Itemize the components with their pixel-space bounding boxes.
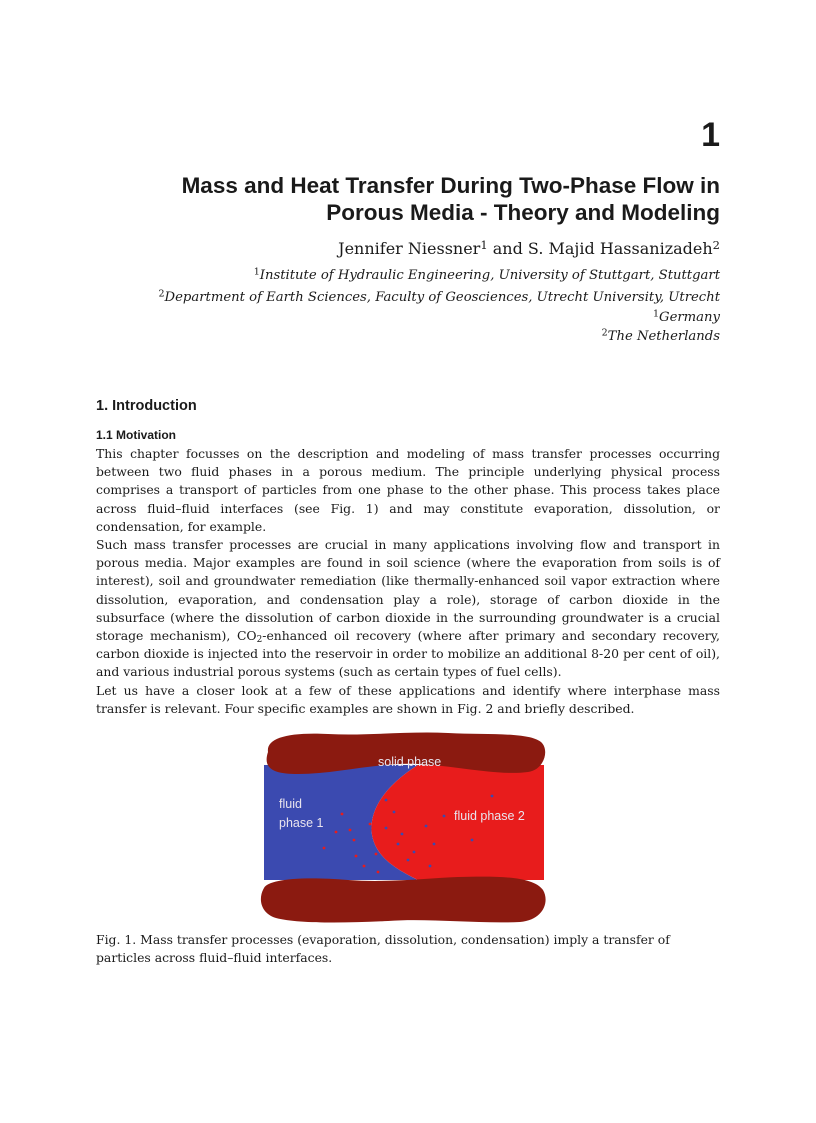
subsection-heading: 1.1 Motivation (96, 428, 177, 442)
co2-subscript: 2 (256, 635, 263, 646)
author-list (96, 239, 720, 259)
affiliation-2-text: Department of Earth Sciences, Faculty of Geosciences, Utrecht University, Utrecht (164, 290, 720, 305)
chapter-title-line-1: Mass and Heat Transfer During Two-Phase Flow in (181, 173, 720, 198)
body-text (96, 445, 720, 718)
country-1 (60, 308, 720, 327)
label-solid-phase: solid phase (378, 755, 442, 769)
affiliation-2 (60, 288, 720, 307)
author-1-affiliation-mark: 1 (480, 237, 488, 252)
chapter-number: 1 (701, 116, 720, 154)
country-2-text: The Netherlands (607, 329, 720, 344)
affiliation-2-mark: 2 (158, 288, 165, 300)
country-2 (60, 327, 720, 346)
figure-1-diagram (258, 730, 550, 924)
label-fluid-phase-2: fluid phase 2 (454, 809, 525, 823)
affiliation-1 (60, 266, 720, 285)
paragraph-2 (96, 536, 720, 682)
author-2-affiliation-mark: 2 (712, 237, 720, 252)
section-heading: 1. Introduction (96, 398, 197, 414)
solid-phase-bottom (261, 877, 546, 923)
figure-caption: Fig. 1. Mass transfer processes (evaporation, dissolution, condensation) imply a transfer of particles across fluid–fluid interfaces. (96, 932, 670, 966)
paragraph-2-part-2: -enhanced oil recovery (where after primary and secondary recovery, carbon dioxide is injected into the reservoir in order to mobilize an additional 8-20 per cent of oil), and various industrial porous systems (such as certain types of fuel cells). (96, 628, 720, 680)
paragraph-3: Let us have a closer look at a few of these applications and identify where interphase mass transfer is relevant. Four specific examples are shown in Fig. 2 and briefly described. (96, 682, 720, 716)
author-1: Jennifer Niessner (338, 239, 481, 258)
affiliation-1-text: Institute of Hydraulic Engineering, University of Stuttgart, Stuttgart (259, 268, 720, 283)
author-2: S. Majid Hassanizadeh (527, 239, 713, 258)
label-fluid-phase-1-line-2: phase 1 (279, 816, 324, 830)
label-fluid-phase-1-line-1: fluid (279, 797, 302, 811)
affiliation-1-mark: 1 (253, 266, 260, 278)
paragraph-1: This chapter focusses on the description and modeling of mass transfer processes occurring between two fluid phases in a porous medium. The principle underlying physical process comprises a transport of particles from one phase to the other phase. This process takes place across fluid–fluid interfaces (see Fig. 1) and may constitute evaporation, dissolution, or condensation, for example. (96, 446, 720, 534)
chapter-title-line-2: Porous Media - Theory and Modeling (326, 200, 720, 225)
author-connector: and (487, 239, 528, 258)
chapter-title (96, 172, 720, 226)
country-1-mark: 1 (652, 308, 660, 320)
country-1-text: Germany (659, 310, 720, 325)
country-2-mark: 2 (601, 327, 608, 339)
paragraph-2-part-1: Such mass transfer processes are crucial in many applications involving flow and transport in porous media. Major examples are found in soil science (where the evaporation from soils is of interest), soil and groundwater remediation (like thermally-enhanced soil vapor extraction where dissolution, evaporation, and condensation play a role), storage of carbon dioxide in the subsurface (where the dissolution of carbon dioxide in the surrounding groundwater is a crucial storage mechanism), CO (96, 537, 720, 644)
